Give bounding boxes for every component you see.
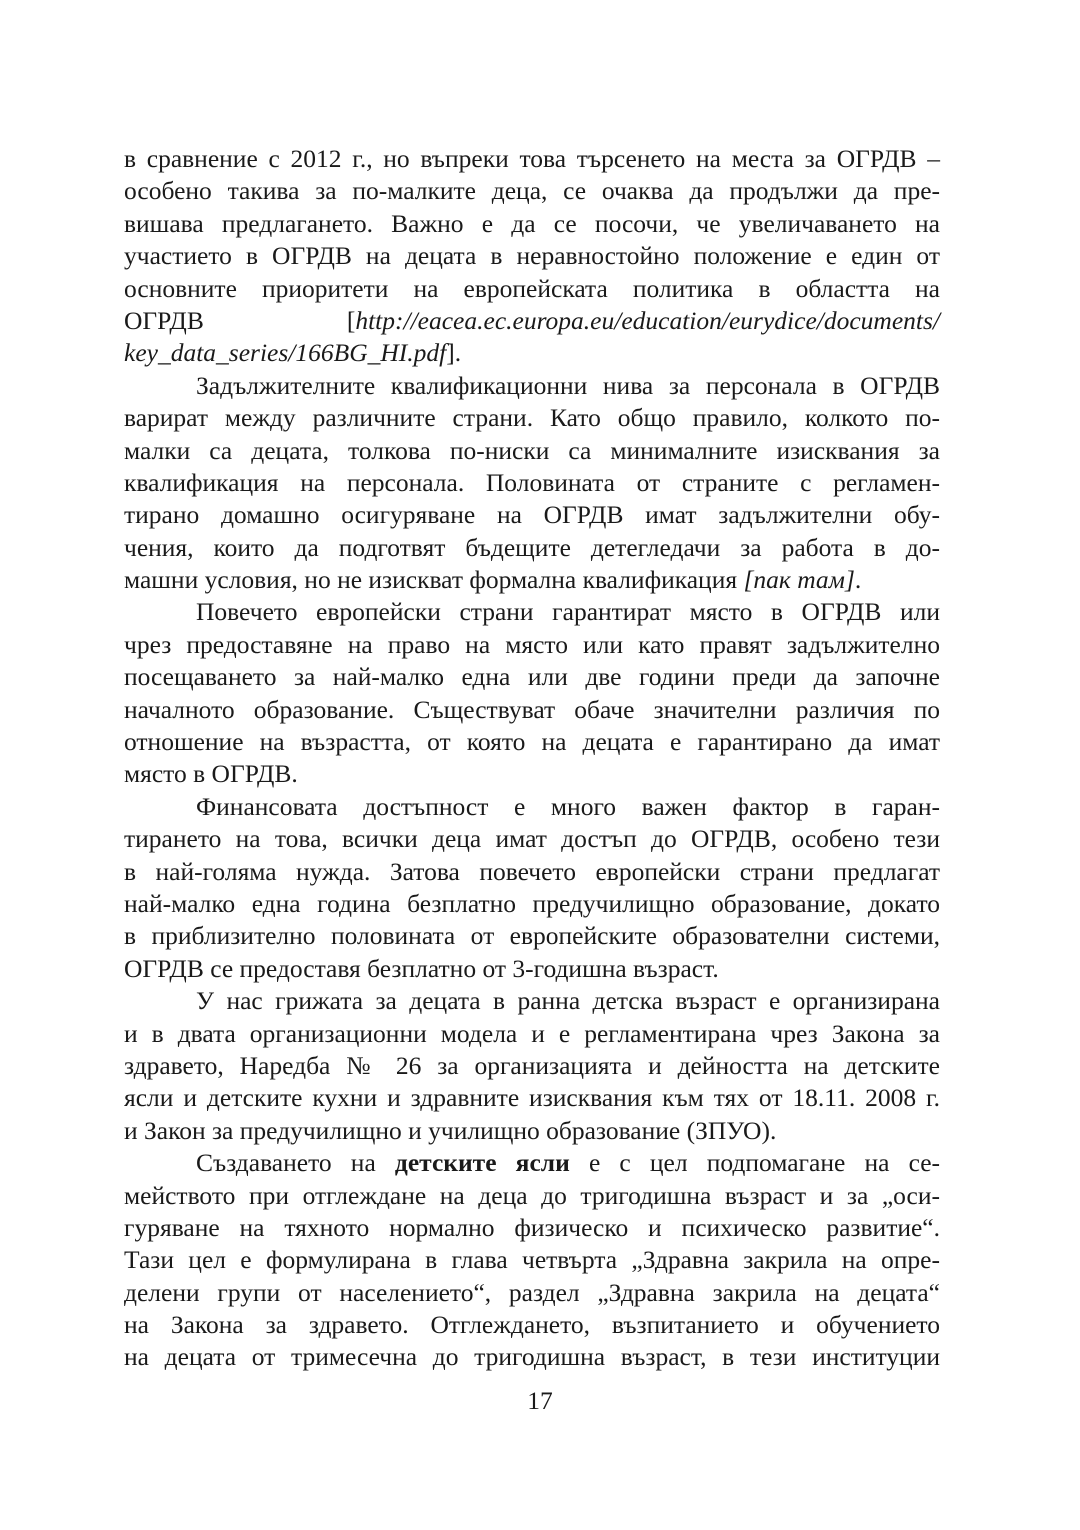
text-line — [124, 888, 940, 920]
page-number: 17 — [527, 1386, 553, 1415]
text-run: Задължителните квалификационни нива за персонала в ОГРДВ — [196, 370, 940, 400]
text-line — [124, 629, 940, 661]
paragraph — [124, 143, 940, 370]
text-line — [124, 953, 940, 985]
paragraph — [124, 370, 940, 597]
text-line — [124, 1115, 940, 1147]
text-run: на Закона за здравето. Отглеждането, възпитанието и обучението — [124, 1310, 940, 1340]
text-line — [124, 273, 940, 305]
text-run: чения, които да подготвят бъдещите детегледачи за работа в до- — [124, 532, 940, 562]
text-run: ОГРДВ се предоставя безплатно от 3-годишна възраст. — [124, 953, 719, 983]
text-run: място в ОГРДВ. — [124, 759, 298, 789]
text-line — [124, 1180, 940, 1212]
text-line — [124, 661, 940, 693]
text-line — [124, 532, 940, 564]
text-run: Създаването на — [196, 1148, 395, 1178]
text-line — [124, 240, 940, 272]
paragraph — [124, 985, 940, 1147]
text-run: тирането на това, всички деца имат достъп до ОГРДВ, особено тези — [124, 824, 940, 854]
text-run: Финансовата достъпност е много важен фактор в гаран- — [196, 791, 940, 821]
text-line — [124, 1341, 940, 1373]
body-text — [124, 143, 940, 1374]
text-run: най-малко една година безплатно предучилищно образование, докато — [124, 888, 940, 918]
text-run: и в двата организационни модела и е регламентирана чрез Закона за — [124, 1018, 940, 1048]
text-line — [124, 920, 940, 952]
text-line — [124, 305, 940, 337]
text-run: посещаването за най-малко една или две години преди да започне — [124, 662, 940, 692]
text-line — [124, 175, 940, 207]
text-run: тирано домашно осигуряване на ОГРДВ имат задължителни обу- — [124, 500, 940, 530]
text-line — [124, 370, 940, 402]
text-run: Тази цел е формулирана в глава четвърта „Здравна закрила на опре- — [124, 1245, 940, 1275]
text-line — [124, 726, 940, 758]
text-line — [124, 694, 940, 726]
text-run: квалификация на персонала. Половината от страните с регламен- — [124, 467, 940, 497]
text-line — [124, 337, 940, 369]
text-line — [124, 435, 940, 467]
text-line — [124, 467, 940, 499]
text-run: в най-голяма нужда. Затова повечето европейски страни предлагат — [124, 856, 940, 886]
text-line — [124, 1309, 940, 1341]
bold-text: детските ясли — [394, 1148, 570, 1178]
text-run: Повечето европейски страни гарантират място в ОГРДВ или — [196, 597, 940, 627]
text-run: варират между различните страни. Като общо правило, колкото по- — [124, 403, 940, 433]
text-run: вишава предлагането. Важно е да се посочи, че увеличаването на — [124, 208, 940, 238]
text-run: началното образование. Съществуват обаче значителни различия по — [124, 694, 940, 724]
text-run: делени групи от населението“, раздел „Здравна закрила на децата“ — [124, 1277, 940, 1307]
text-line — [124, 499, 940, 531]
text-run: е с цел подпомагане на се- — [569, 1148, 941, 1178]
text-run: машни условия, но не изискват формална квалификация — [124, 565, 744, 595]
text-run: участието в ОГРДВ на децата в неравностойно положение е един от — [124, 241, 940, 271]
text-run: особено такива за по-малките деца, се очаква да продължи да пре- — [124, 176, 940, 206]
text-run: в приблизително половината от европейските образователни системи, — [124, 921, 940, 951]
text-run: гуряване на тяхното нормално физическо и психическо развитие“. — [124, 1212, 940, 1242]
text-run: здравето, Наредба № 26 за организацията и дейността на детските — [124, 1050, 940, 1080]
text-run: ОГРДВ [ — [124, 305, 356, 335]
text-run: чрез предоставяне на право на място или като правят задължително — [124, 629, 940, 659]
text-line — [124, 1277, 940, 1309]
text-line — [124, 856, 940, 888]
text-line — [124, 1050, 940, 1082]
text-line — [124, 1147, 940, 1179]
text-line — [124, 985, 940, 1017]
text-run: и Закон за предучилищно и училищно образование (ЗПУО). — [124, 1115, 777, 1145]
text-run: основните приоритети на европейската политика в областта на — [124, 273, 940, 303]
text-run: в сравнение с 2012 г., но въпреки това търсенето на места за ОГРДВ – — [124, 144, 940, 173]
italic-text: key_data_series/166BG_HI.pdf — [124, 338, 447, 368]
text-line — [124, 1082, 940, 1114]
text-run: мейството при отглеждане на деца до тригодишна възраст и за „оси- — [124, 1180, 940, 1210]
paragraph — [124, 791, 940, 985]
text-line — [124, 208, 940, 240]
text-line — [124, 564, 940, 596]
text-line — [124, 596, 940, 628]
text-line — [124, 791, 940, 823]
text-run: У нас грижата за децата в ранна детска възраст е организирана — [196, 986, 940, 1016]
text-run: отношение на възрастта, от която на децата е гарантирано да имат — [124, 727, 940, 757]
italic-text: [пак там] — [743, 565, 855, 595]
text-line — [124, 1212, 940, 1244]
text-line — [124, 823, 940, 855]
text-run: ясли и детските кухни и здравните изисквания към тях от 18.11. 2008 г. — [124, 1083, 940, 1113]
italic-text: http://eacea.ec.europa.eu/education/eurydice/documents/ — [355, 305, 940, 335]
text-line — [124, 143, 940, 175]
text-run: . — [854, 565, 862, 595]
text-line — [124, 402, 940, 434]
paragraph — [124, 1147, 940, 1374]
text-run: малки са децата, толкова по-ниски са минималните изисквания за — [124, 435, 940, 465]
text-line — [124, 758, 940, 790]
text-line — [124, 1244, 940, 1276]
paragraph — [124, 596, 940, 790]
text-run: ]. — [446, 338, 462, 368]
text-line — [124, 1018, 940, 1050]
text-run: на децата от тримесечна до тригодишна възраст, в тези институции — [124, 1342, 940, 1372]
